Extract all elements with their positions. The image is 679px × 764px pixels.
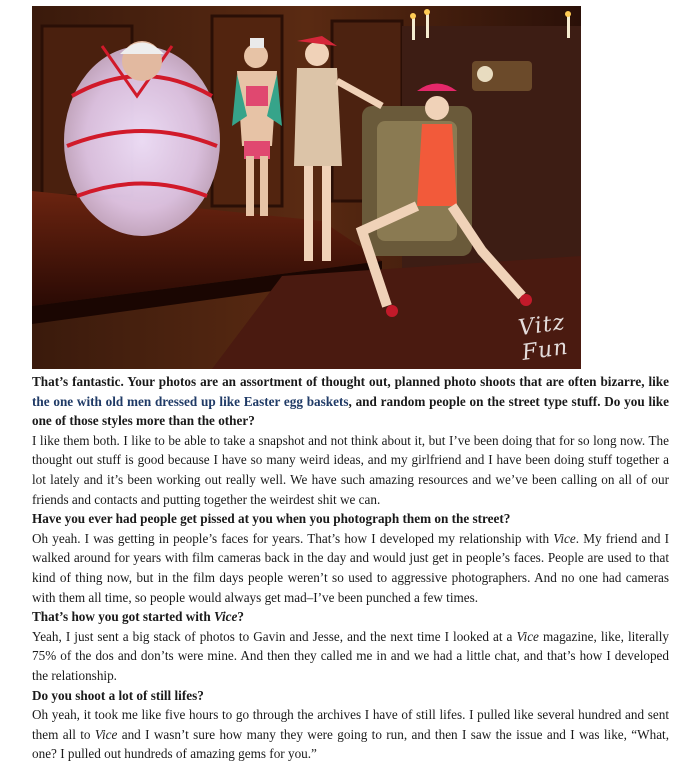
question-1-text-start: That’s fantastic. Your photos are an assortment of thought out, planned photo shoots that are often bizarre, like: [32, 374, 669, 389]
question-4: Do you shoot a lot of still lifes?: [32, 687, 204, 703]
answer-4-vice: Vice: [94, 726, 118, 742]
answer-2-vice: Vice: [553, 530, 576, 546]
photo-illustration: [32, 6, 581, 369]
easter-basket-photo-link[interactable]: the one with old men dressed up like Easter egg baskets: [32, 393, 349, 409]
question-3-vice: Vice: [213, 609, 238, 625]
photo-watermark: Vitz Fun: [516, 309, 570, 367]
question-3-text-start: That’s how you got started with: [32, 609, 214, 625]
question-3-text-end: ?: [237, 609, 244, 625]
answer-2-text-start: Oh yeah. I was getting in people’s faces for years. That’s how I developed my relationship with: [32, 530, 554, 546]
answer-4-text-end: and I wasn’t sure how many they were going to run, and then I saw the issue and I was like, “What, one? I pulled out hundreds of amazing gems for you.”: [32, 726, 670, 762]
question-3: [32, 607, 669, 627]
answer-4-text-start: Oh yeah, it took me like five hours to go through the archives I have of still lifes. I pulled like several hundred and sent them all to: [32, 707, 669, 742]
answer-2: [32, 529, 669, 607]
answer-3-vice: Vice: [516, 628, 539, 644]
answer-3: [32, 627, 669, 686]
answer-2-text-end: . My friend and I walked around for years with film cameras back in the day and would just get in people’s faces. People are used to that kind of thing now, but in the film days people weren’t so used to aggressive photographers. And no one had cameras with them all time, so people would always get mad–I’ve been punched a few times.: [32, 530, 669, 605]
question-1: [32, 372, 669, 431]
question-2: Have you ever had people get pissed at you when you photograph them on the street?: [32, 511, 511, 527]
answer-4: [32, 705, 669, 764]
answer-3-text-start: Yeah, I just sent a big stack of photos to Gavin and Jesse, and the next time I looked at a: [32, 628, 517, 644]
answer-3-text-end: magazine, like, literally 75% of the dos and don’ts were mine. And then they called me in and we had a little chat, and that’s how I developed the relationship.: [32, 628, 669, 683]
answer-1: I like them both. I like to be able to take a snapshot and not think about it, but I’ve been doing that for so long now. The thought out stuff is good because I have so many weird ideas, and my girlfriend and I have been doing stuff together a lot lately and it’s been working out really well. We have such amazing resources and we’ve been calling on all of our friends and contacts and putting together the weirdest shit we can.: [32, 432, 669, 507]
question-1-text-end: , and random people on the street type stuff. Do you like one of those styles more than the other?: [32, 393, 669, 429]
article-photo: [32, 6, 581, 369]
interview-article: [32, 372, 669, 764]
